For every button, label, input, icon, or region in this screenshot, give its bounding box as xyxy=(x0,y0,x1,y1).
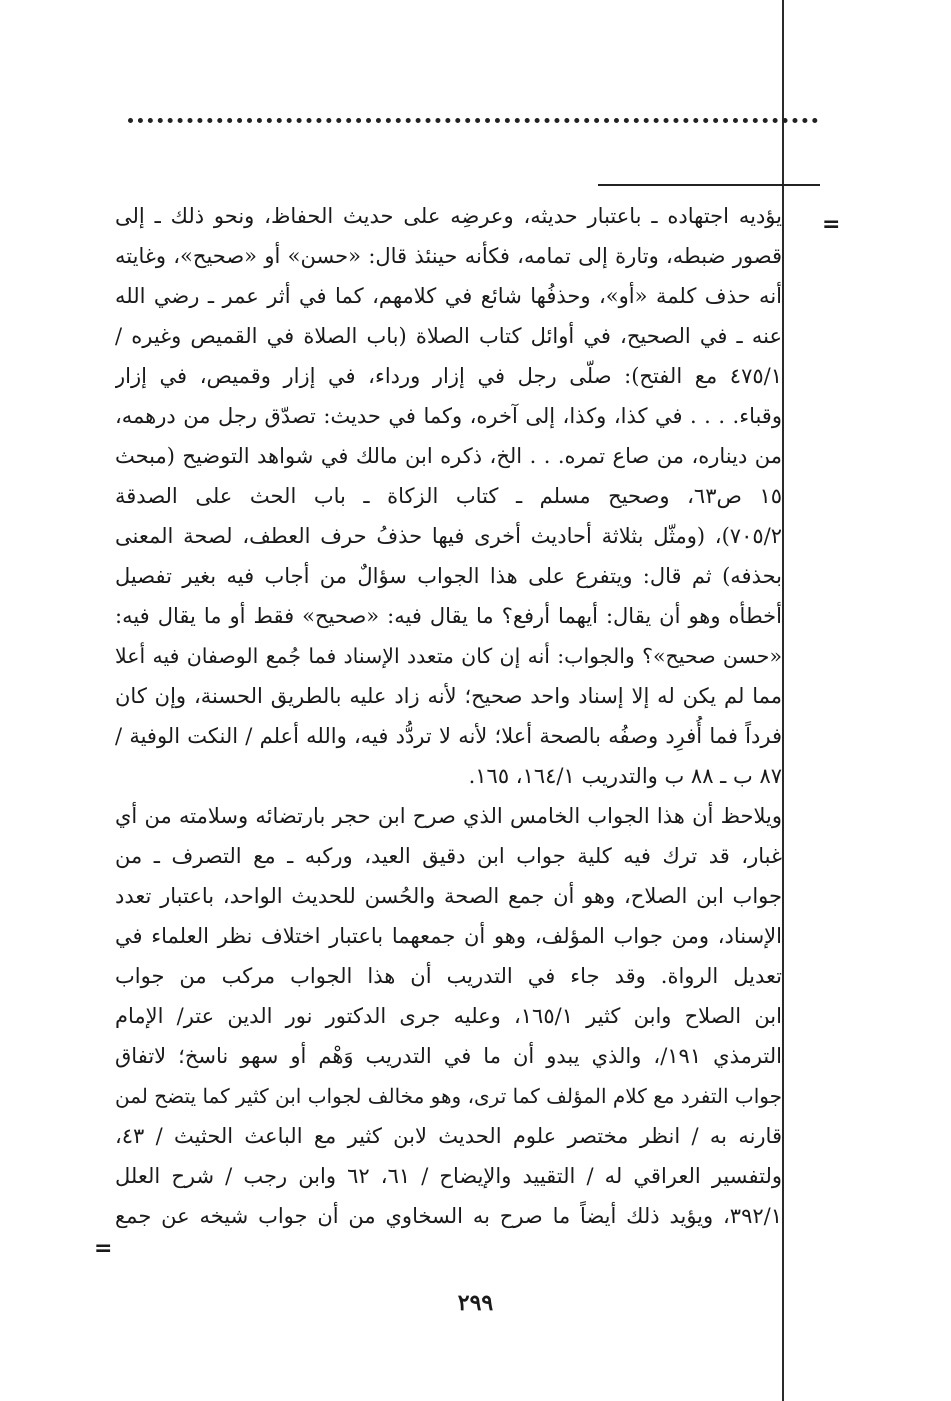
paragraph-1 xyxy=(115,196,782,796)
text-line: عنه ـ في الصحيح، في أوائل كتاب الصلاة (باب الصلاة في القميص وغيره / xyxy=(115,324,782,348)
text-line: الترمذي ١٩١/، والذي يبدو أن ما في التدريب وَهْم أو سهو ناسخ؛ لاتفاق xyxy=(115,1044,782,1068)
continuation-mark-top: = xyxy=(822,212,841,237)
text-line: ابن الصلاح وابن كثير ١٦٥/١، وعليه جرى الدكتور نور الدين عتر/ الإمام xyxy=(115,1004,782,1028)
text-line: ويلاحظ أن هذا الجواب الخامس الذي صرح ابن حجر بارتضائه وسلامته من أي xyxy=(115,804,782,828)
text-line: ٨٧ ب ـ ٨٨ ب والتدريب ١٦٤/١، ١٦٥. xyxy=(468,764,782,788)
dotted-separator xyxy=(128,118,818,131)
text-line: تعديل الرواة. وقد جاء في التدريب أن هذا الجواب مركب من جواب xyxy=(115,964,782,988)
text-line: قارنه به / انظر مختصر علوم الحديث لابن كثير مع الباعث الحثيث / ٤٣، xyxy=(115,1124,782,1148)
text-line: وقباء. . . . في كذا، وكذا، إلى آخره، وكما في حديث: تصدّق رجل من درهمه، xyxy=(115,404,782,428)
text-line: فرداً فما أُفرِد وصفُه بالصحة أعلا؛ لأنه لا تردُّد فيه، والله أعلم / النكت الوفية / xyxy=(115,724,782,748)
text-line: ولتفسير العراقي له / التقييد والإيضاح / ٦١، ٦٢ وابن رجب / شرح العلل xyxy=(115,1164,782,1188)
page-number: ٢٩٩ xyxy=(457,1290,494,1316)
text-line: ١٥ ص٦٣، وصحيح مسلم ـ كتاب الزكاة ـ باب الحث على الصدقة xyxy=(115,484,782,508)
footnote-text xyxy=(115,196,782,1236)
footnote-rule xyxy=(598,184,820,186)
text-line: يؤديه اجتهاده ـ باعتبار حديثه، وعرضِه على حديث الحفاظ، ونحو ذلك ـ إلى xyxy=(115,204,782,228)
continuation-mark-bottom: = xyxy=(94,1236,113,1261)
text-line: مما لم يكن له إلا إسناد واحد صحيح؛ لأنه زاد عليه بالطريق الحسنة، وإن كان xyxy=(115,684,782,708)
text-line: ٧٠٥/٢)، (ومثّل بثلاثة أحاديث أخرى فيها حذفُ حرف العطف، لصحة المعنى xyxy=(115,524,782,548)
text-line: ٣٩٢/١، ويؤيد ذلك أيضاً ما صرح به السخاوي من أن جواب شيخه عن جمع xyxy=(115,1204,782,1228)
page-edge-line xyxy=(782,0,784,1401)
text-line: ٤٧٥/١ مع الفتح): صلّى رجل في إزار ورداء، في إزار وقميص، في إزار xyxy=(115,364,782,388)
text-line: أنه حذف كلمة «أو»، وحذفُها شائع في كلامهم، كما في أثر عمر ـ رضي الله xyxy=(115,284,782,308)
text-line: «حسن صحيح»؟ والجواب: أنه إن كان متعدد الإسناد فما جُمع الوصفان فيه أعلا xyxy=(115,644,782,668)
text-line: الإسناد، ومن جواب المؤلف، وهو أن جمعهما باعتبار اختلاف نظر العلماء في xyxy=(115,924,782,948)
text-line: أخطأه وهو أن يقال: أيهما أرفع؟ ما يقال فيه: «صحيح» فقط أو ما يقال فيه: xyxy=(115,604,782,628)
text-line: من ديناره، من صاع تمره. . . الخ، ذكره ابن مالك في شواهد التوضيح (مبحث xyxy=(115,444,782,468)
text-line: بحذفه) ثم قال: ويتفرع على هذا الجواب سؤالٌ من أجاب فيه بغير تفصيل xyxy=(115,564,782,588)
text-line: قصور ضبطه، وتارة إلى تمامه، فكأنه حينئذ قال: «حسن» أو «صحيح»، وغايته xyxy=(115,244,782,268)
text-line: غبار، قد ترك فيه كلية جواب ابن دقيق العيد، وركبه ـ مع التصرف ـ من xyxy=(115,844,782,868)
paragraph-2 xyxy=(115,796,782,1236)
text-line: جواب ابن الصلاح، وهو أن جمع الصحة والحُسن للحديث الواحد، باعتبار تعدد xyxy=(115,884,782,908)
text-line: جواب التفرد مع كلام المؤلف كما ترى، وهو مخالف لجواب ابن كثير كما يتضح لمن xyxy=(115,1084,782,1108)
